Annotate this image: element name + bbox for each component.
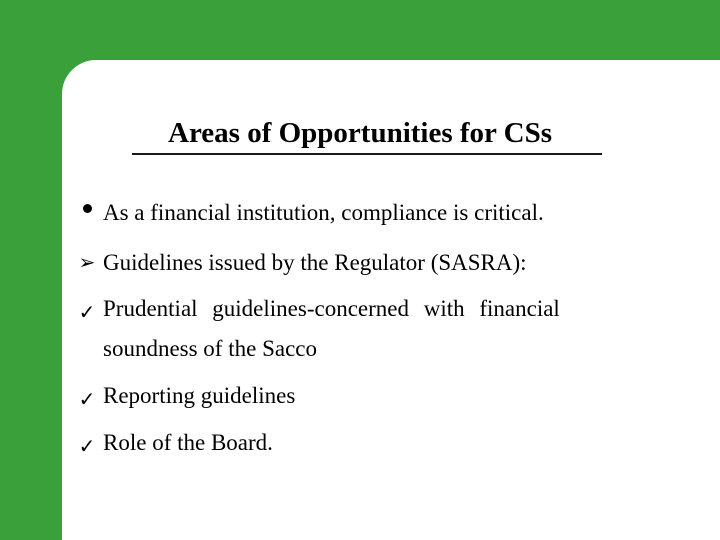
check-bullet-icon: ✓ [78, 302, 96, 324]
title-underline [132, 153, 602, 155]
check-bullet-icon: ✓ [78, 436, 96, 458]
bullet-text-prudential-line1: Prudential guidelines-concerned with financial [103, 296, 560, 321]
arrow-bullet-icon: ➢ [78, 252, 96, 274]
bullet-text-reporting: Reporting guidelines [103, 383, 296, 408]
bullet-text-guidelines: Guidelines issued by the Regulator (SASRA): [103, 250, 527, 275]
slide-title: Areas of Opportunities for CSs [168, 117, 552, 149]
bullet-text-board: Role of the Board. [103, 430, 273, 455]
bullet-text-compliance: As a financial institution, compliance is critical. [103, 200, 544, 225]
dot-bullet-icon [75, 196, 99, 219]
bullet-text-prudential-line2: soundness of the Sacco [103, 336, 317, 361]
check-bullet-icon: ✓ [78, 389, 96, 411]
